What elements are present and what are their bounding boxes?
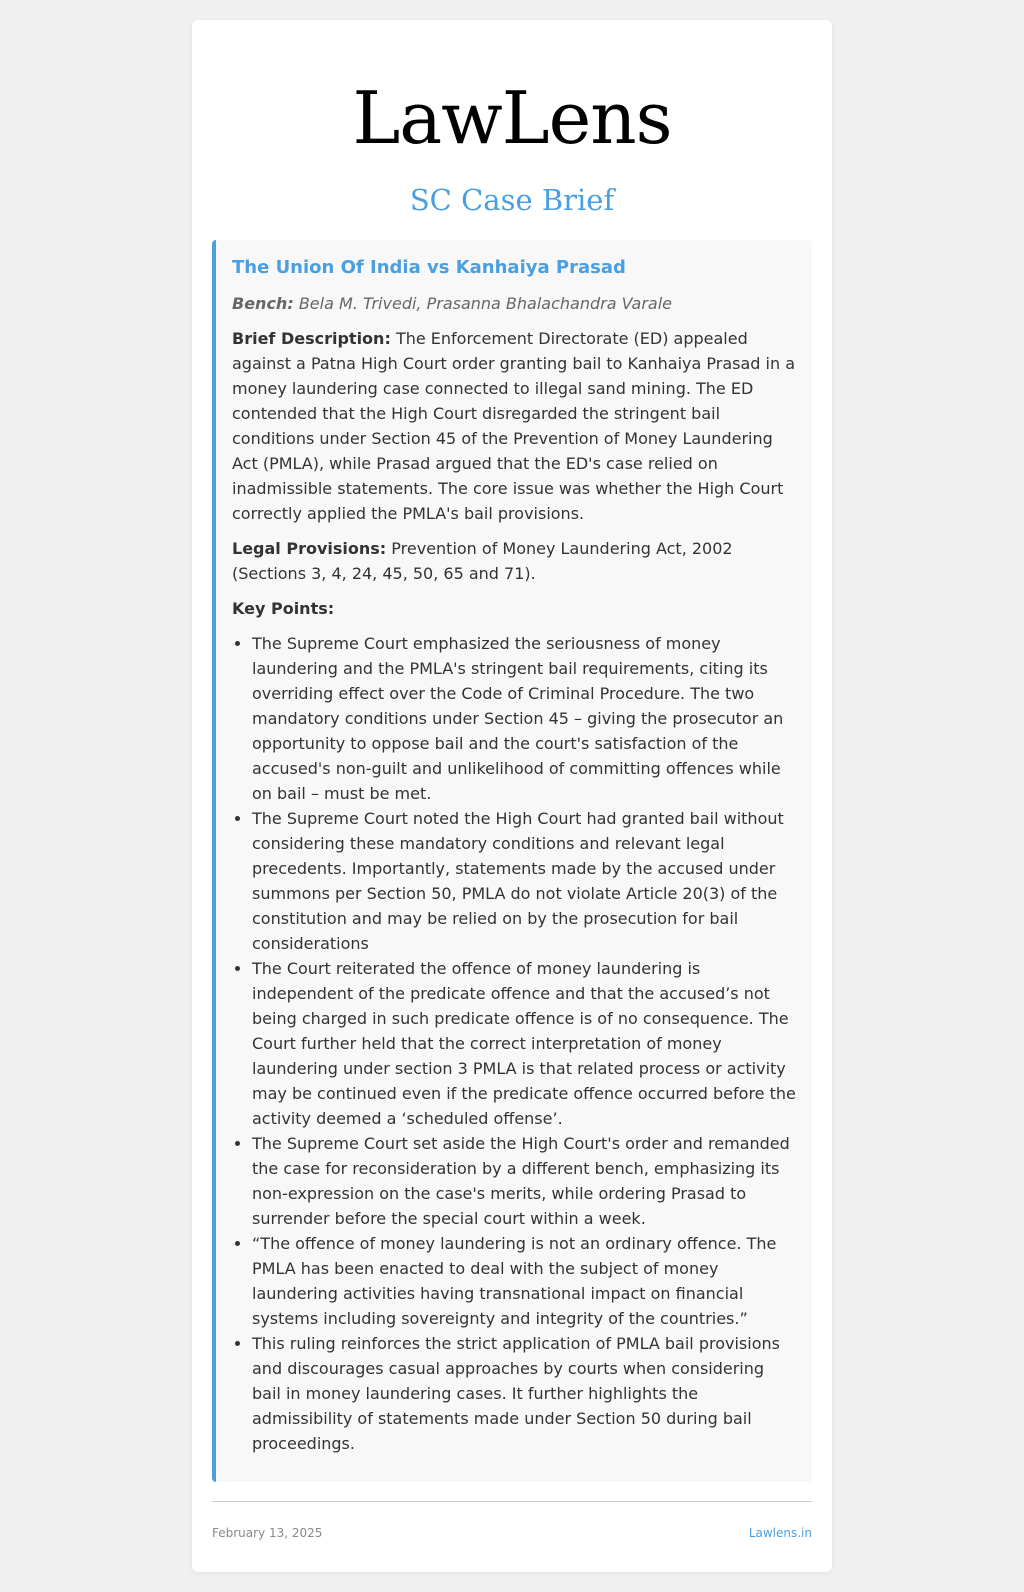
bench-line: [232, 291, 796, 316]
site-logo: LawLens: [352, 76, 672, 160]
legal-provisions: [232, 536, 796, 586]
description-text: The Enforcement Directorate (ED) appealed against a Patna High Court order granting bail to Kanhaiya Prasad in a money laundering case connected to illegal sand mining. The ED contended that the High Court disregarded the stringent bail conditions under Section 45 of the Prevention of Money Laundering Act (PMLA), while Prasad argued that the ED's case relied on inadmissible statements. The core issue was whether the High Court correctly applied the PMLA's bail provisions.: [232, 329, 796, 523]
list-item: • The Supreme Court set aside the High Court's order and remanded the case for reconsideration by a different bench, emphasizing its non-expression on the case's merits, while ordering Prasad to surrender before the special court within a week.: [252, 1131, 796, 1231]
provisions-text: Prevention of Money Laundering Act, 2002 (Sections 3, 4, 24, 45, 50, 65 and 71).: [232, 539, 733, 583]
case-title: The Union Of India vs Kanhaiya Prasad: [232, 257, 626, 278]
provisions-label: Legal Provisions:: [232, 539, 387, 558]
site-link[interactable]: Lawlens.in: [748, 1526, 812, 1540]
bench-value: Bela M. Trivedi, Prasanna Bhalachandra Varale: [298, 294, 673, 313]
description-label: Brief Description:: [232, 329, 391, 348]
case-brief-panel: [212, 240, 812, 1482]
list-item: • The Supreme Court noted the High Court had granted bail without considering these mandatory conditions and relevant legal precedents. Importantly, statements made by the accused under summons per Section 50, PMLA do not violate Article 20(3) of the constitution and may be relied on by the prosecution for bail considerations: [252, 806, 796, 956]
key-points-list: [232, 631, 796, 1456]
brief-description: [232, 326, 796, 526]
bench-label: Bench:: [232, 294, 294, 313]
footer-divider: [212, 1501, 812, 1502]
key-points-label: Key Points:: [232, 599, 335, 618]
list-item: • The Supreme Court emphasized the seriousness of money laundering and the PMLA's stringent bail requirements, citing its overriding effect over the Code of Criminal Procedure. The two mandatory conditions under Section 45 – giving the prosecutor an opportunity to oppose bail and the court's satisfaction of the accused's non-guilt and unlikelihood of committing offences while on bail – must be met.: [252, 631, 796, 806]
list-item: • The Court reiterated the offence of money laundering is independent of the predicate offence and that the accused’s not being charged in such predicate offence is of no consequence. The Court further held that the correct interpretation of money laundering under section 3 PMLA is that related process or activity may be continued even if the predicate offence occurred before the activity deemed a ‘scheduled offense’.: [252, 956, 796, 1131]
list-item: • “The offence of money laundering is not an ordinary offence. The PMLA has been enacted to deal with the subject of money laundering activities having transnational impact on financial systems including sovereignty and integrity of the countries.”: [252, 1231, 796, 1331]
page-subtitle: SC Case Brief: [409, 183, 615, 217]
publish-date: February 13, 2025: [212, 1526, 323, 1540]
list-item: • This ruling reinforces the strict application of PMLA bail provisions and discourages casual approaches by courts when considering bail in money laundering cases. It further highlights the admissibility of statements made under Section 50 during bail proceedings.: [252, 1331, 796, 1456]
brief-card: [192, 20, 832, 1572]
key-points-heading: [232, 596, 796, 621]
